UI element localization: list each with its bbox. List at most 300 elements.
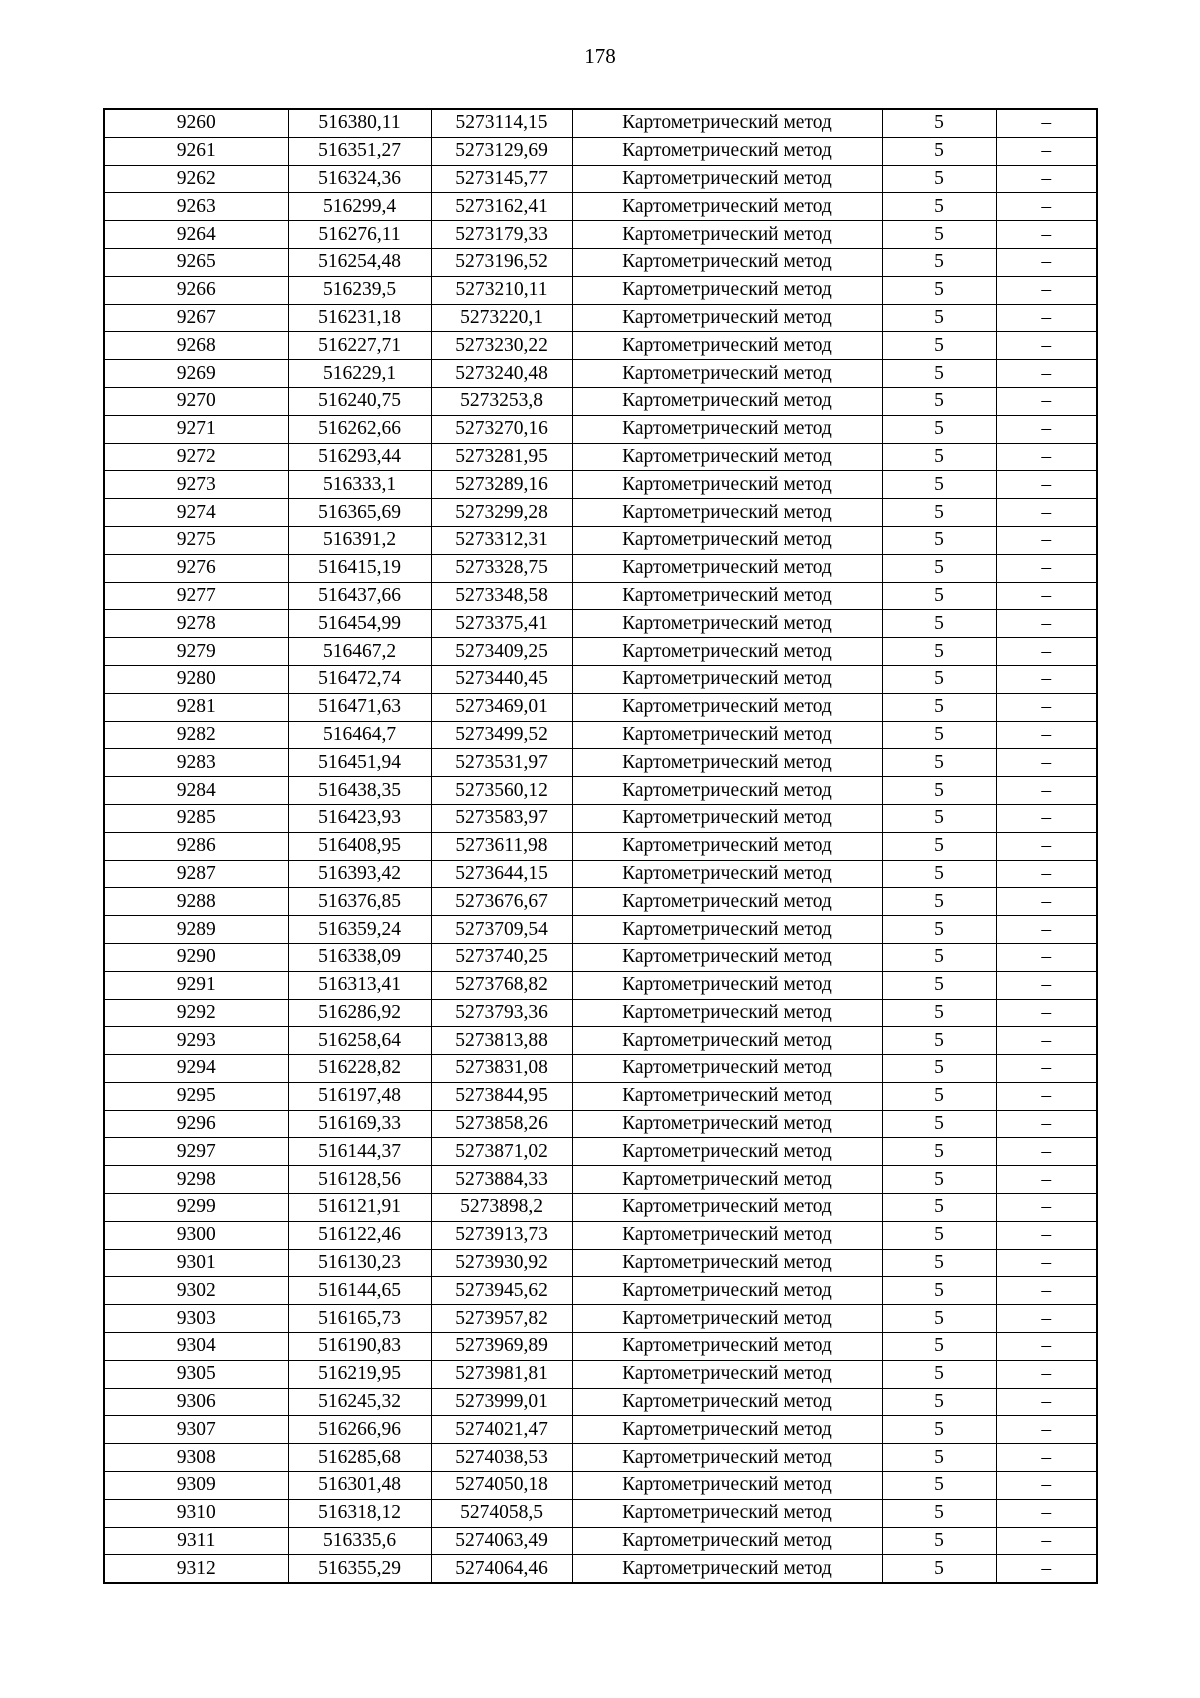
point-number-cell: 9304 <box>104 1333 288 1361</box>
x-coordinate-cell: 516239,5 <box>288 276 431 304</box>
accuracy-cell: 5 <box>882 499 996 527</box>
point-number-cell: 9309 <box>104 1472 288 1500</box>
page-number: 178 <box>584 44 616 68</box>
table-row <box>104 693 1097 721</box>
table-row <box>104 221 1097 249</box>
point-number-cell: 9310 <box>104 1499 288 1527</box>
table-row <box>104 916 1097 944</box>
y-coordinate-cell: 5273196,52 <box>431 248 572 276</box>
y-coordinate-cell: 5273740,25 <box>431 943 572 971</box>
accuracy-cell: 5 <box>882 1472 996 1500</box>
x-coordinate-cell: 516276,11 <box>288 221 431 249</box>
coordinates-table-body <box>104 109 1097 1583</box>
method-cell: Картометрический метод <box>572 1277 882 1305</box>
method-cell: Картометрический метод <box>572 1555 882 1583</box>
accuracy-cell: 5 <box>882 360 996 388</box>
y-coordinate-cell: 5273871,02 <box>431 1138 572 1166</box>
x-coordinate-cell: 516144,37 <box>288 1138 431 1166</box>
x-coordinate-cell: 516293,44 <box>288 443 431 471</box>
accuracy-cell: 5 <box>882 221 996 249</box>
accuracy-cell: 5 <box>882 1277 996 1305</box>
accuracy-cell: 5 <box>882 526 996 554</box>
point-number-cell: 9265 <box>104 248 288 276</box>
accuracy-cell: 5 <box>882 749 996 777</box>
table-row <box>104 554 1097 582</box>
x-coordinate-cell: 516454,99 <box>288 610 431 638</box>
point-number-cell: 9302 <box>104 1277 288 1305</box>
accuracy-cell: 5 <box>882 443 996 471</box>
x-coordinate-cell: 516130,23 <box>288 1249 431 1277</box>
point-number-cell: 9297 <box>104 1138 288 1166</box>
method-cell: Картометрический метод <box>572 1110 882 1138</box>
note-cell: – <box>996 832 1097 860</box>
method-cell: Картометрический метод <box>572 1138 882 1166</box>
point-number-cell: 9263 <box>104 193 288 221</box>
table-row <box>104 999 1097 1027</box>
table-row <box>104 1472 1097 1500</box>
table-row <box>104 1110 1097 1138</box>
method-cell: Картометрический метод <box>572 971 882 999</box>
method-cell: Картометрический метод <box>572 832 882 860</box>
point-number-cell: 9269 <box>104 360 288 388</box>
y-coordinate-cell: 5273884,33 <box>431 1166 572 1194</box>
method-cell: Картометрический метод <box>572 109 882 137</box>
y-coordinate-cell: 5273230,22 <box>431 332 572 360</box>
y-coordinate-cell: 5273709,54 <box>431 916 572 944</box>
y-coordinate-cell: 5273270,16 <box>431 415 572 443</box>
accuracy-cell: 5 <box>882 387 996 415</box>
point-number-cell: 9283 <box>104 749 288 777</box>
note-cell: – <box>996 526 1097 554</box>
point-number-cell: 9311 <box>104 1527 288 1555</box>
accuracy-cell: 5 <box>882 582 996 610</box>
accuracy-cell: 5 <box>882 1444 996 1472</box>
table-row <box>104 1305 1097 1333</box>
x-coordinate-cell: 516122,46 <box>288 1221 431 1249</box>
table-row <box>104 665 1097 693</box>
y-coordinate-cell: 5274063,49 <box>431 1527 572 1555</box>
y-coordinate-cell: 5273999,01 <box>431 1388 572 1416</box>
x-coordinate-cell: 516301,48 <box>288 1472 431 1500</box>
table-row <box>104 1277 1097 1305</box>
note-cell: – <box>996 1527 1097 1555</box>
accuracy-cell: 5 <box>882 943 996 971</box>
y-coordinate-cell: 5274021,47 <box>431 1416 572 1444</box>
note-cell: – <box>996 1027 1097 1055</box>
x-coordinate-cell: 516229,1 <box>288 360 431 388</box>
method-cell: Картометрический метод <box>572 221 882 249</box>
method-cell: Картометрический метод <box>572 1194 882 1222</box>
method-cell: Картометрический метод <box>572 137 882 165</box>
accuracy-cell: 5 <box>882 109 996 137</box>
y-coordinate-cell: 5273328,75 <box>431 554 572 582</box>
note-cell: – <box>996 276 1097 304</box>
table-row <box>104 1333 1097 1361</box>
table-row <box>104 1555 1097 1583</box>
accuracy-cell: 5 <box>882 248 996 276</box>
x-coordinate-cell: 516365,69 <box>288 499 431 527</box>
table-row <box>104 749 1097 777</box>
method-cell: Картометрический метод <box>572 804 882 832</box>
point-number-cell: 9275 <box>104 526 288 554</box>
table-row <box>104 1249 1097 1277</box>
y-coordinate-cell: 5273289,16 <box>431 471 572 499</box>
note-cell: – <box>996 1138 1097 1166</box>
accuracy-cell: 5 <box>882 1110 996 1138</box>
note-cell: – <box>996 221 1097 249</box>
accuracy-cell: 5 <box>882 971 996 999</box>
accuracy-cell: 5 <box>882 1527 996 1555</box>
y-coordinate-cell: 5274038,53 <box>431 1444 572 1472</box>
point-number-cell: 9301 <box>104 1249 288 1277</box>
note-cell: – <box>996 860 1097 888</box>
y-coordinate-cell: 5273768,82 <box>431 971 572 999</box>
accuracy-cell: 5 <box>882 332 996 360</box>
y-coordinate-cell: 5273129,69 <box>431 137 572 165</box>
accuracy-cell: 5 <box>882 1555 996 1583</box>
note-cell: – <box>996 554 1097 582</box>
y-coordinate-cell: 5273560,12 <box>431 777 572 805</box>
y-coordinate-cell: 5273240,48 <box>431 360 572 388</box>
note-cell: – <box>996 471 1097 499</box>
y-coordinate-cell: 5273583,97 <box>431 804 572 832</box>
point-number-cell: 9295 <box>104 1082 288 1110</box>
y-coordinate-cell: 5273299,28 <box>431 499 572 527</box>
accuracy-cell: 5 <box>882 665 996 693</box>
note-cell: – <box>996 1416 1097 1444</box>
accuracy-cell: 5 <box>882 415 996 443</box>
table-row <box>104 248 1097 276</box>
table-row <box>104 526 1097 554</box>
note-cell: – <box>996 777 1097 805</box>
point-number-cell: 9307 <box>104 1416 288 1444</box>
accuracy-cell: 5 <box>882 1333 996 1361</box>
table-row <box>104 610 1097 638</box>
accuracy-cell: 5 <box>882 1249 996 1277</box>
note-cell: – <box>996 1499 1097 1527</box>
method-cell: Картометрический метод <box>572 1055 882 1083</box>
point-number-cell: 9277 <box>104 582 288 610</box>
table-row <box>104 499 1097 527</box>
table-row <box>104 804 1097 832</box>
method-cell: Картометрический метод <box>572 1472 882 1500</box>
x-coordinate-cell: 516351,27 <box>288 137 431 165</box>
x-coordinate-cell: 516335,6 <box>288 1527 431 1555</box>
table-row <box>104 304 1097 332</box>
method-cell: Картометрический метод <box>572 610 882 638</box>
y-coordinate-cell: 5273499,52 <box>431 721 572 749</box>
x-coordinate-cell: 516415,19 <box>288 554 431 582</box>
table-row <box>104 137 1097 165</box>
x-coordinate-cell: 516299,4 <box>288 193 431 221</box>
y-coordinate-cell: 5273253,8 <box>431 387 572 415</box>
point-number-cell: 9278 <box>104 610 288 638</box>
y-coordinate-cell: 5273469,01 <box>431 693 572 721</box>
table-row <box>104 943 1097 971</box>
note-cell: – <box>996 1082 1097 1110</box>
y-coordinate-cell: 5273145,77 <box>431 165 572 193</box>
accuracy-cell: 5 <box>882 721 996 749</box>
x-coordinate-cell: 516359,24 <box>288 916 431 944</box>
y-coordinate-cell: 5273831,08 <box>431 1055 572 1083</box>
y-coordinate-cell: 5273858,26 <box>431 1110 572 1138</box>
method-cell: Картометрический метод <box>572 1416 882 1444</box>
y-coordinate-cell: 5273312,31 <box>431 526 572 554</box>
accuracy-cell: 5 <box>882 165 996 193</box>
y-coordinate-cell: 5273913,73 <box>431 1221 572 1249</box>
x-coordinate-cell: 516128,56 <box>288 1166 431 1194</box>
method-cell: Картометрический метод <box>572 916 882 944</box>
y-coordinate-cell: 5274050,18 <box>431 1472 572 1500</box>
note-cell: – <box>996 1055 1097 1083</box>
y-coordinate-cell: 5273793,36 <box>431 999 572 1027</box>
method-cell: Картометрический метод <box>572 1360 882 1388</box>
point-number-cell: 9288 <box>104 888 288 916</box>
accuracy-cell: 5 <box>882 471 996 499</box>
y-coordinate-cell: 5273409,25 <box>431 638 572 666</box>
accuracy-cell: 5 <box>882 777 996 805</box>
note-cell: – <box>996 804 1097 832</box>
point-number-cell: 9280 <box>104 665 288 693</box>
x-coordinate-cell: 516197,48 <box>288 1082 431 1110</box>
note-cell: – <box>996 1249 1097 1277</box>
note-cell: – <box>996 360 1097 388</box>
table-row <box>104 193 1097 221</box>
point-number-cell: 9273 <box>104 471 288 499</box>
note-cell: – <box>996 916 1097 944</box>
y-coordinate-cell: 5273281,95 <box>431 443 572 471</box>
table-row <box>104 1444 1097 1472</box>
table-row <box>104 360 1097 388</box>
point-number-cell: 9285 <box>104 804 288 832</box>
method-cell: Картометрический метод <box>572 415 882 443</box>
point-number-cell: 9274 <box>104 499 288 527</box>
table-row <box>104 1055 1097 1083</box>
point-number-cell: 9272 <box>104 443 288 471</box>
point-number-cell: 9294 <box>104 1055 288 1083</box>
x-coordinate-cell: 516144,65 <box>288 1277 431 1305</box>
x-coordinate-cell: 516169,33 <box>288 1110 431 1138</box>
table-row <box>104 415 1097 443</box>
point-number-cell: 9292 <box>104 999 288 1027</box>
note-cell: – <box>996 1555 1097 1583</box>
note-cell: – <box>996 1472 1097 1500</box>
accuracy-cell: 5 <box>882 137 996 165</box>
table-row <box>104 860 1097 888</box>
note-cell: – <box>996 1166 1097 1194</box>
method-cell: Картометрический метод <box>572 443 882 471</box>
table-row <box>104 971 1097 999</box>
table-row <box>104 582 1097 610</box>
method-cell: Картометрический метод <box>572 554 882 582</box>
x-coordinate-cell: 516391,2 <box>288 526 431 554</box>
x-coordinate-cell: 516355,29 <box>288 1555 431 1583</box>
accuracy-cell: 5 <box>882 1166 996 1194</box>
method-cell: Картометрический метод <box>572 721 882 749</box>
note-cell: – <box>996 1221 1097 1249</box>
x-coordinate-cell: 516423,93 <box>288 804 431 832</box>
point-number-cell: 9267 <box>104 304 288 332</box>
method-cell: Картометрический метод <box>572 777 882 805</box>
table-row <box>104 387 1097 415</box>
x-coordinate-cell: 516219,95 <box>288 1360 431 1388</box>
y-coordinate-cell: 5273676,67 <box>431 888 572 916</box>
method-cell: Картометрический метод <box>572 1333 882 1361</box>
point-number-cell: 9286 <box>104 832 288 860</box>
method-cell: Картометрический метод <box>572 248 882 276</box>
note-cell: – <box>996 638 1097 666</box>
coordinates-table <box>103 108 1098 1584</box>
x-coordinate-cell: 516121,91 <box>288 1194 431 1222</box>
table-row <box>104 1360 1097 1388</box>
note-cell: – <box>996 971 1097 999</box>
x-coordinate-cell: 516258,64 <box>288 1027 431 1055</box>
accuracy-cell: 5 <box>882 999 996 1027</box>
note-cell: – <box>996 109 1097 137</box>
x-coordinate-cell: 516231,18 <box>288 304 431 332</box>
accuracy-cell: 5 <box>882 1305 996 1333</box>
y-coordinate-cell: 5273969,89 <box>431 1333 572 1361</box>
point-number-cell: 9284 <box>104 777 288 805</box>
note-cell: – <box>996 1444 1097 1472</box>
note-cell: – <box>996 665 1097 693</box>
x-coordinate-cell: 516190,83 <box>288 1333 431 1361</box>
y-coordinate-cell: 5273162,41 <box>431 193 572 221</box>
point-number-cell: 9266 <box>104 276 288 304</box>
x-coordinate-cell: 516240,75 <box>288 387 431 415</box>
y-coordinate-cell: 5273611,98 <box>431 832 572 860</box>
point-number-cell: 9281 <box>104 693 288 721</box>
y-coordinate-cell: 5274058,5 <box>431 1499 572 1527</box>
point-number-cell: 9312 <box>104 1555 288 1583</box>
point-number-cell: 9296 <box>104 1110 288 1138</box>
x-coordinate-cell: 516338,09 <box>288 943 431 971</box>
x-coordinate-cell: 516165,73 <box>288 1305 431 1333</box>
x-coordinate-cell: 516376,85 <box>288 888 431 916</box>
x-coordinate-cell: 516227,71 <box>288 332 431 360</box>
method-cell: Картометрический метод <box>572 276 882 304</box>
method-cell: Картометрический метод <box>572 999 882 1027</box>
accuracy-cell: 5 <box>882 1360 996 1388</box>
y-coordinate-cell: 5273644,15 <box>431 860 572 888</box>
note-cell: – <box>996 1194 1097 1222</box>
accuracy-cell: 5 <box>882 638 996 666</box>
accuracy-cell: 5 <box>882 304 996 332</box>
x-coordinate-cell: 516438,35 <box>288 777 431 805</box>
y-coordinate-cell: 5273348,58 <box>431 582 572 610</box>
note-cell: – <box>996 888 1097 916</box>
x-coordinate-cell: 516437,66 <box>288 582 431 610</box>
point-number-cell: 9271 <box>104 415 288 443</box>
y-coordinate-cell: 5273210,11 <box>431 276 572 304</box>
accuracy-cell: 5 <box>882 1082 996 1110</box>
method-cell: Картометрический метод <box>572 693 882 721</box>
method-cell: Картометрический метод <box>572 526 882 554</box>
table-row <box>104 1166 1097 1194</box>
point-number-cell: 9260 <box>104 109 288 137</box>
table-row <box>104 1527 1097 1555</box>
method-cell: Картометрический метод <box>572 665 882 693</box>
method-cell: Картометрический метод <box>572 1527 882 1555</box>
x-coordinate-cell: 516393,42 <box>288 860 431 888</box>
point-number-cell: 9270 <box>104 387 288 415</box>
note-cell: – <box>996 1305 1097 1333</box>
point-number-cell: 9291 <box>104 971 288 999</box>
table-row <box>104 888 1097 916</box>
note-cell: – <box>996 304 1097 332</box>
table-row <box>104 1027 1097 1055</box>
method-cell: Картометрический метод <box>572 360 882 388</box>
table-row <box>104 777 1097 805</box>
point-number-cell: 9279 <box>104 638 288 666</box>
method-cell: Картометрический метод <box>572 193 882 221</box>
method-cell: Картометрический метод <box>572 1388 882 1416</box>
method-cell: Картометрический метод <box>572 1082 882 1110</box>
table-row <box>104 1194 1097 1222</box>
x-coordinate-cell: 516472,74 <box>288 665 431 693</box>
method-cell: Картометрический метод <box>572 749 882 777</box>
x-coordinate-cell: 516451,94 <box>288 749 431 777</box>
x-coordinate-cell: 516333,1 <box>288 471 431 499</box>
method-cell: Картометрический метод <box>572 860 882 888</box>
note-cell: – <box>996 1333 1097 1361</box>
point-number-cell: 9262 <box>104 165 288 193</box>
note-cell: – <box>996 749 1097 777</box>
method-cell: Картометрический метод <box>572 387 882 415</box>
method-cell: Картометрический метод <box>572 1249 882 1277</box>
method-cell: Картометрический метод <box>572 471 882 499</box>
y-coordinate-cell: 5274064,46 <box>431 1555 572 1583</box>
x-coordinate-cell: 516471,63 <box>288 693 431 721</box>
point-number-cell: 9264 <box>104 221 288 249</box>
point-number-cell: 9282 <box>104 721 288 749</box>
x-coordinate-cell: 516318,12 <box>288 1499 431 1527</box>
y-coordinate-cell: 5273844,95 <box>431 1082 572 1110</box>
point-number-cell: 9308 <box>104 1444 288 1472</box>
method-cell: Картометрический метод <box>572 1305 882 1333</box>
point-number-cell: 9293 <box>104 1027 288 1055</box>
method-cell: Картометрический метод <box>572 1027 882 1055</box>
table-row <box>104 1499 1097 1527</box>
table-row <box>104 332 1097 360</box>
table-row <box>104 832 1097 860</box>
point-number-cell: 9287 <box>104 860 288 888</box>
note-cell: – <box>996 721 1097 749</box>
table-row <box>104 721 1097 749</box>
method-cell: Картометрический метод <box>572 1444 882 1472</box>
point-number-cell: 9305 <box>104 1360 288 1388</box>
table-row <box>104 638 1097 666</box>
point-number-cell: 9303 <box>104 1305 288 1333</box>
y-coordinate-cell: 5273945,62 <box>431 1277 572 1305</box>
note-cell: – <box>996 582 1097 610</box>
y-coordinate-cell: 5273898,2 <box>431 1194 572 1222</box>
x-coordinate-cell: 516266,96 <box>288 1416 431 1444</box>
method-cell: Картометрический метод <box>572 1221 882 1249</box>
note-cell: – <box>996 499 1097 527</box>
note-cell: – <box>996 610 1097 638</box>
table-row <box>104 1388 1097 1416</box>
x-coordinate-cell: 516324,36 <box>288 165 431 193</box>
y-coordinate-cell: 5273440,45 <box>431 665 572 693</box>
x-coordinate-cell: 516380,11 <box>288 109 431 137</box>
method-cell: Картометрический метод <box>572 304 882 332</box>
method-cell: Картометрический метод <box>572 1166 882 1194</box>
x-coordinate-cell: 516262,66 <box>288 415 431 443</box>
method-cell: Картометрический метод <box>572 499 882 527</box>
table-row <box>104 109 1097 137</box>
accuracy-cell: 5 <box>882 832 996 860</box>
